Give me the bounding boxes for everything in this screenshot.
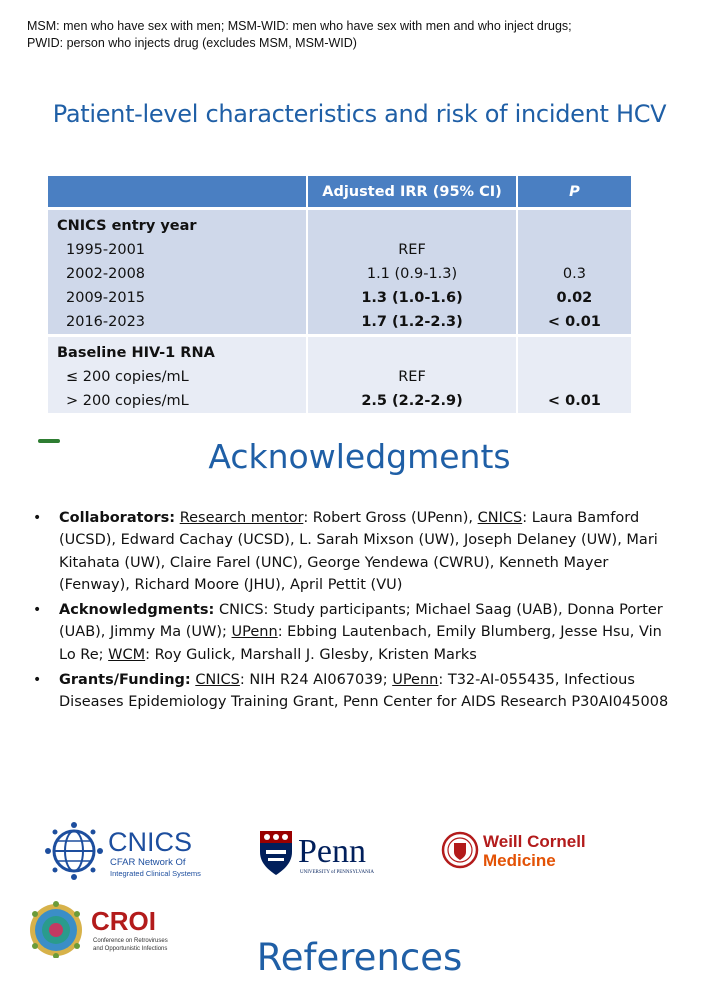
grants-upenn-text: : T32-AI-055435, Infectious Diseases Epidemiology Training Grant, Penn Center for AIDS Research P30AI045008 [59,672,669,711]
grants-upenn-label: UPenn [392,672,439,689]
row-p [517,238,631,262]
mentor-text: : Robert Gross (UPenn), [303,510,478,526]
footnote-line-2: PWID: person who injects drug (excludes MSM, MSM-WID) [27,36,357,50]
row-label: 2009-2015 [48,286,307,310]
shield-icon [260,831,292,875]
row-irr: 1.7 (1.2-2.3) [307,310,517,336]
row-label: 2002-2008 [48,262,307,286]
header-blank [48,176,307,209]
footnote [27,18,707,52]
row-label: 2016-2023 [48,310,307,336]
croi-logo-sub2: and Opportunistic Infections [93,946,168,952]
section-title-characteristics: Patient-level characteristics and risk of incident HCV [52,100,667,128]
weill-logo-line2: Medicine [483,851,556,870]
list-item-acknowledgments [33,599,673,666]
table-row [48,389,631,413]
cnics-logo-name: CNICS [108,827,193,857]
header-p: P [517,176,631,209]
section-title-acknowledgments: Acknowledgments [208,437,511,476]
cnics-logo-sub2: Integrated Clinical Systems [110,869,201,878]
table-row [48,286,631,310]
cnics-logo-sub1: CFAR Network Of [110,857,186,868]
upenn-ack-text: : Ebbing Lautenbach, Emily Blumberg, Jesse Hsu, Vin Lo Re; [59,624,662,663]
cnics-ack-text: CNICS: Study participants; Michael Saag (UAB), Donna Porter (UAB), Jimmy Ma (UW); [59,602,663,641]
grants-cnics-text: : NIH R24 AI067039; [239,672,393,689]
cnics-label: CNICS [477,510,523,526]
bullet: • [33,602,42,619]
row-irr: 1.1 (0.9-1.3) [307,262,517,286]
seal-icon [443,833,477,867]
group-row [48,209,631,239]
row-p: 0.3 [517,262,631,286]
bullet: • [33,672,42,689]
weill-logo-line1: Weill Cornell [483,832,586,851]
row-irr: REF [307,238,517,262]
globe-icon [45,822,103,880]
grants-cnics-label: CNICS [195,672,240,689]
row-p: 0.02 [517,286,631,310]
footnote-line-1: MSM: men who have sex with men; MSM-WID: men who have sex with men and who inject drugs; [27,19,572,33]
penn-logo-sub: UNIVERSITY of PENNSYLVANIA [300,870,374,875]
group-label-entry-year: CNICS entry year [48,209,307,239]
acknowledgments-list [33,507,673,717]
cnics-logo [42,820,207,882]
penn-logo-name: Penn [298,833,366,870]
croi-logo-name: CROI [91,906,156,936]
upenn-label: UPenn [231,624,278,641]
collaborators-label: Collaborators: [59,510,176,526]
cnics-collaborators-text: : Laura Bamford (UCSD), Edward Cachay (UCSD), L. Sarah Mixson (UW), Joseph Delaney (UW), Mari Kitahata (UW), Claire Farel (UNC), George Yendewa (CWRU), Kenneth Mayer (Fenway), Richard Moore (JHU), April Pettit (VU) [59,510,658,593]
row-label: ≤ 200 copies/mL [48,365,307,389]
row-irr: REF [307,365,517,389]
row-p [517,365,631,389]
row-irr: 2.5 (2.2-2.9) [307,389,517,413]
group-label-hiv-rna: Baseline HIV-1 RNA [48,336,307,366]
table-row [48,238,631,262]
row-label: > 200 copies/mL [48,389,307,413]
row-label: 1995-2001 [48,238,307,262]
row-p: < 0.01 [517,310,631,336]
irr-table [48,176,631,413]
research-mentor-label: Research mentor [179,510,304,526]
list-item-grants [33,669,673,714]
grants-label: Grants/Funding: [59,672,191,689]
wcm-ack-text: : Roy Gulick, Marshall J. Glesby, Kristen Marks [145,646,477,663]
group-row [48,336,631,366]
row-p: < 0.01 [517,389,631,413]
section-title-references: References [256,936,463,979]
croi-logo-sub1: Conference on Retroviruses [93,938,168,944]
table-row [48,365,631,389]
table-row [48,310,631,336]
bullet: • [33,510,42,526]
table-row [48,262,631,286]
weill-cornell-logo [441,828,611,872]
header-irr: Adjusted IRR (95% CI) [307,176,517,209]
acknowledgments-label: Acknowledgments: [59,602,215,619]
penn-logo [258,828,393,878]
list-item-collaborators [33,507,673,596]
wcm-label: WCM [108,646,146,663]
row-irr: 1.3 (1.0-1.6) [307,286,517,310]
